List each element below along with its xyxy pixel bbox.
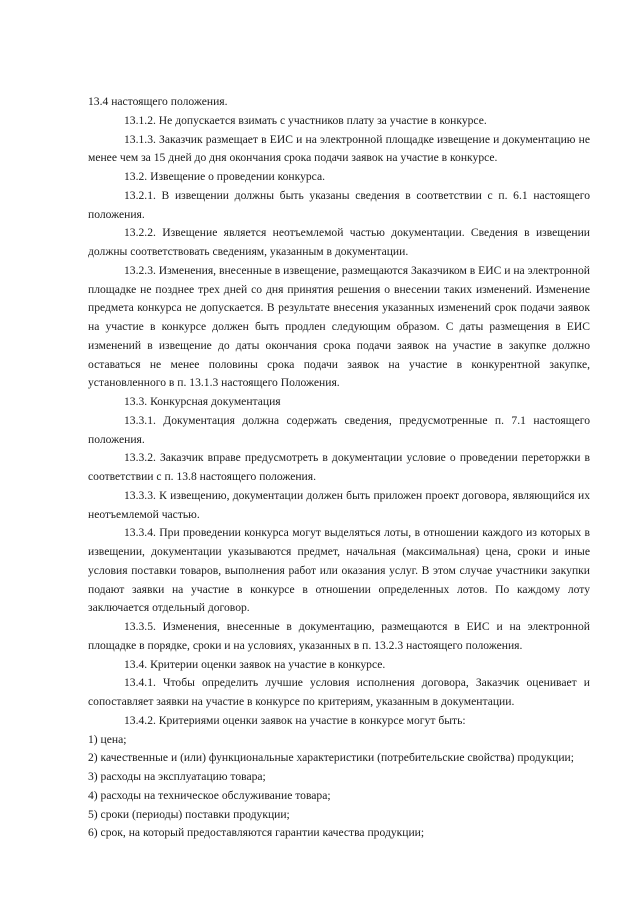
paragraph-13-3-2: 13.3.2. Заказчик вправе предусмотреть в документации условие о проведении переторжки в соответствии с п. 13.8 настоящего положения. bbox=[88, 451, 590, 483]
document-page bbox=[88, 93, 590, 843]
list-item-2: 2) качественные и (или) функциональные характеристики (потребительские свойства) продукции; bbox=[88, 751, 574, 765]
list-item-6: 6) срок, на который предоставляются гарантии качества продукции; bbox=[88, 826, 425, 840]
paragraph-13-3-4: 13.3.4. При проведении конкурса могут выделяться лоты, в отношении каждого из которых в извещении, документации указываются предмет, начальная (максимальная) цена, сроки и иные условия поставки товаров, выполнения работ или оказания услуг. В этом случае участники закупки подают заявки на участие в конкурсе в отношении определенных лотов. По каждому лоту заключается отдельный договор. bbox=[88, 526, 590, 615]
list-item-4: 4) расходы на техническое обслуживание товара; bbox=[88, 788, 331, 802]
paragraph-13-4-continuation: 13.4 настоящего положения. bbox=[88, 95, 228, 108]
heading-13-2: 13.2. Извещение о проведении конкурса. bbox=[124, 170, 326, 183]
list-item-5: 5) сроки (периоды) поставки продукции; bbox=[88, 807, 290, 821]
paragraph-13-3-1: 13.3.1. Документация должна содержать сведения, предусмотренные п. 7.1 настоящего положения. bbox=[88, 413, 590, 446]
list-item-1: 1) цена; bbox=[88, 732, 127, 746]
paragraph-13-2-3: 13.2.3. Изменения, внесенные в извещение, размещаются Заказчиком в ЕИС и на электронной площадке не позднее трех дней со дня принятия решения о внесении таких изменений. Изменение предмета конкурса не допускается. В результате внесения указанных изменений срок подачи заявок на участие в конкурсе должен быть продлен следующим образом. С даты размещения в ЕИС изменений в извещение до даты окончания срока подачи заявок на участие в закупке должно оставаться не менее половины срока подачи заявок на участие в конкурентной закупке, установленного в п. 13.1.3 настоящего Положения. bbox=[88, 263, 590, 390]
paragraph-13-3-3: 13.3.3. К извещению, документации должен быть приложен проект договора, являющийся их неотъемлемой частью. bbox=[88, 488, 590, 521]
heading-13-3: 13.3. Конкурсная документация bbox=[124, 395, 281, 408]
list-item-3: 3) расходы на эксплуатацию товара; bbox=[88, 770, 266, 783]
paragraph-13-3-5: 13.3.5. Изменения, внесенные в документацию, размещаются в ЕИС и на электронной площадке в порядке, сроки и на условиях, указанных в п. 13.2.3 настоящего положения. bbox=[88, 620, 590, 652]
paragraph-13-1-3: 13.1.3. Заказчик размещает в ЕИС и на электронной площадке извещение и документацию не менее чем за 15 дней до дня окончания срока подачи заявок на участие в конкурсе. bbox=[88, 132, 590, 165]
paragraph-13-4-1: 13.4.1. Чтобы определить лучшие условия исполнения договора, Заказчик оценивает и сопоставляет заявки на участие в конкурсе по критериям, указанным в документации. bbox=[88, 676, 590, 708]
paragraph-13-2-2: 13.2.2. Извещение является неотъемлемой частью документации. Сведения в извещении должны соответствовать сведениям, указанным в документации. bbox=[88, 226, 590, 258]
paragraph-13-2-1: 13.2.1. В извещении должны быть указаны сведения в соответствии с п. 6.1 настоящего положения. bbox=[88, 188, 590, 221]
paragraph-13-4-2: 13.4.2. Критериями оценки заявок на участие в конкурсе могут быть: bbox=[124, 713, 466, 727]
heading-13-4: 13.4. Критерии оценки заявок на участие в конкурсе. bbox=[124, 657, 386, 671]
paragraph-13-1-2: 13.1.2. Не допускается взимать с участников плату за участие в конкурсе. bbox=[124, 113, 487, 127]
